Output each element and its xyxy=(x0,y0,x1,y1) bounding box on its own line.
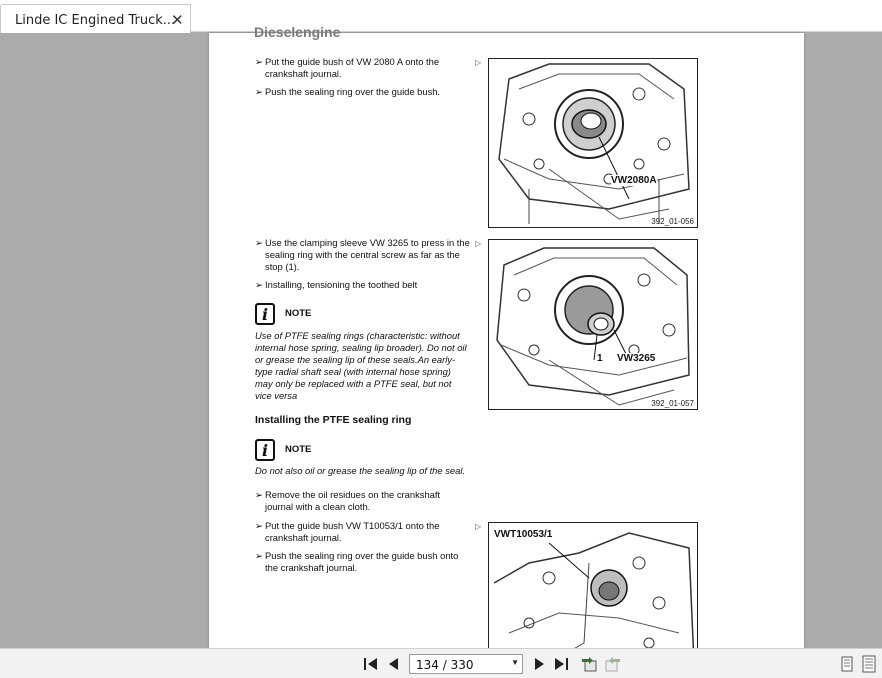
tab-bar xyxy=(0,0,882,32)
list-item: ➢ Push the sealing ring over the guide bush onto the crankshaft journal. xyxy=(255,550,459,573)
figure-3 xyxy=(488,522,698,662)
bullet-arrow-icon: ➢ xyxy=(255,86,263,97)
chevron-down-icon[interactable]: ▼ xyxy=(511,658,519,667)
engine-illustration-1 xyxy=(489,59,699,229)
list-item: ➢ Installing, tensioning the toothed belt xyxy=(255,279,418,290)
info-icon: i xyxy=(255,439,275,461)
previous-view-icon[interactable] xyxy=(580,655,598,673)
bullet-arrow-icon: ➢ xyxy=(255,489,263,500)
figure-2-label: VW3265 xyxy=(617,353,656,364)
single-page-view-icon[interactable] xyxy=(838,655,856,673)
note-text: Use of PTFE sealing rings (characteristic: without internal hose spring, sealing lip broader). Do not oil or grease the sealing lip of these seals.An early-type radial shaft seal (with internal hose spring) may only be replaced with a PTFE seal, but not vice versa xyxy=(255,330,467,401)
list-item: ➢ Remove the oil residues on the crankshaft journal with a clean cloth. xyxy=(255,489,441,512)
last-page-icon[interactable] xyxy=(552,655,570,673)
figure-1-label: VW2080A xyxy=(611,175,657,186)
bullet-arrow-icon: ➢ xyxy=(255,237,263,248)
figure-marker-icon: ▷ xyxy=(475,522,482,531)
bullet-arrow-icon: ➢ xyxy=(255,56,263,67)
engine-illustration-2 xyxy=(489,240,699,411)
bullet-arrow-icon: ➢ xyxy=(255,550,263,561)
figure-2-code: 392_01-057 xyxy=(651,399,694,408)
list-item: ➢ Use the clamping sleeve VW 3265 to press in the sealing ring with the central screw as far as the stop (1). xyxy=(255,237,470,272)
tab-title: Linde IC Engined Truck... xyxy=(15,13,176,28)
close-icon[interactable]: ✕ xyxy=(171,12,184,29)
bullet-arrow-icon: ➢ xyxy=(255,279,263,290)
figure-marker-icon: ▷ xyxy=(475,58,482,67)
figure-1 xyxy=(488,58,698,228)
figure-3-label: VWT10053/1 xyxy=(494,529,553,540)
navigation-toolbar xyxy=(0,648,882,678)
engine-illustration-3 xyxy=(489,523,699,663)
next-view-icon[interactable] xyxy=(604,655,622,673)
next-page-icon[interactable] xyxy=(530,655,548,673)
previous-page-icon[interactable] xyxy=(385,655,403,673)
bullet-arrow-icon: ➢ xyxy=(255,520,263,531)
page-heading: Dieselengine xyxy=(254,24,341,40)
list-item: ➢ Push the sealing ring over the guide bush. xyxy=(255,86,441,97)
note-label: NOTE xyxy=(285,444,312,455)
figure-2-label-callout: 1 xyxy=(597,353,603,364)
document-viewer[interactable] xyxy=(0,24,882,648)
list-item: ➢ Put the guide bush of VW 2080 A onto the crankshaft journal. xyxy=(255,56,440,79)
pdf-page xyxy=(209,24,804,648)
first-page-icon[interactable] xyxy=(362,655,380,673)
note-label: NOTE xyxy=(285,308,312,319)
figure-2 xyxy=(488,239,698,410)
section-title: Installing the PTFE sealing ring xyxy=(255,414,412,426)
page-number-value: 134 / 330 xyxy=(416,658,474,672)
figure-1-code: 392_01-056 xyxy=(651,217,694,226)
info-icon: i xyxy=(255,303,275,325)
document-tab[interactable] xyxy=(0,4,191,33)
continuous-view-icon[interactable] xyxy=(860,655,878,673)
page-number-select[interactable] xyxy=(409,654,523,674)
list-item: ➢ Put the guide bush VW T10053/1 onto the crankshaft journal. xyxy=(255,520,440,543)
figure-marker-icon: ▷ xyxy=(475,239,482,248)
note-text: Do not also oil or grease the sealing lip of the seal. xyxy=(255,465,466,476)
